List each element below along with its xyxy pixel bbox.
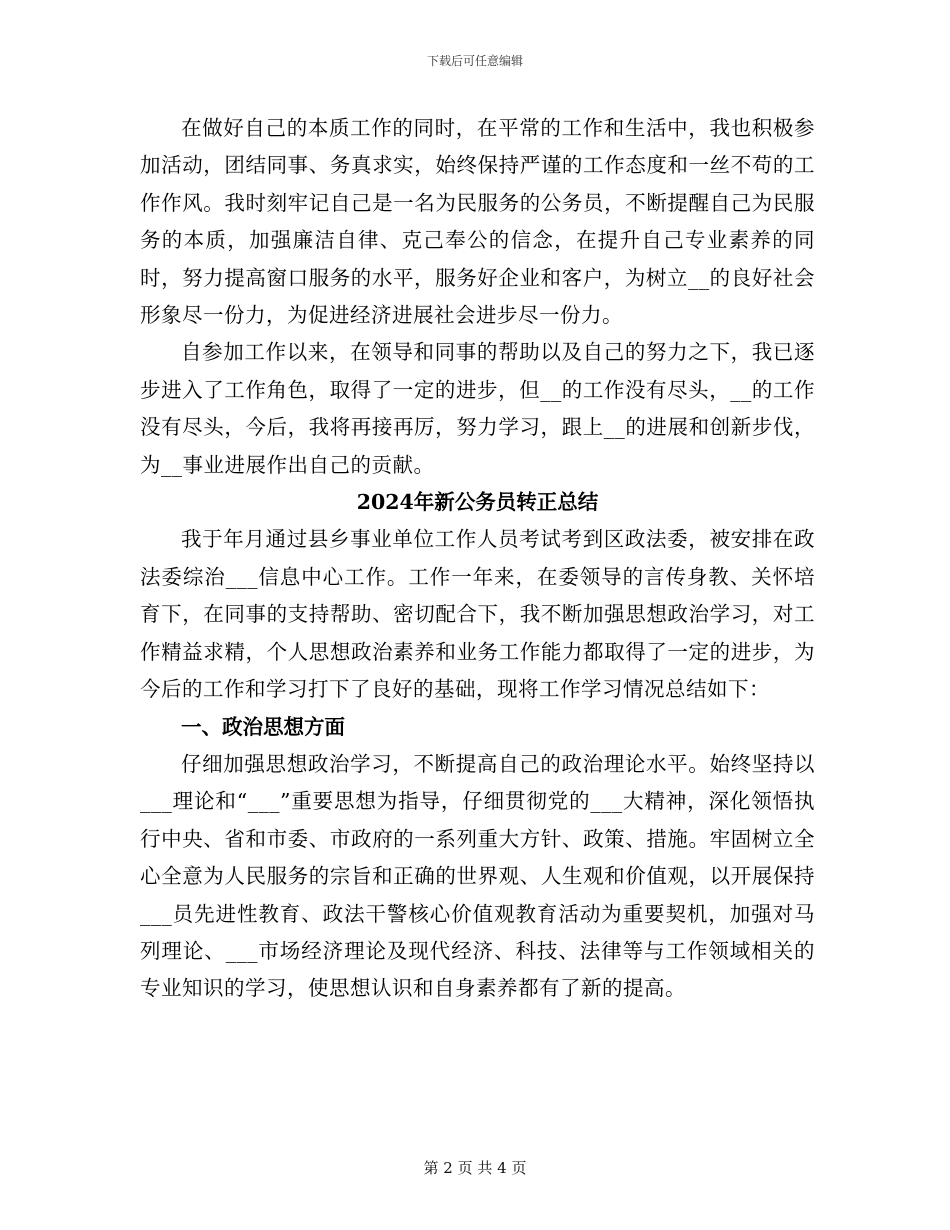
paragraph-3: 我于年月通过县乡事业单位工作人员考试考到区政法委，被安排在政法委综治___信息中心工作。工作一年来，在委领导的言传身教、关怀培育下，在同事的支持帮助、密切配合下，我不断加强思想政治学习，对工作精益求精，个人思想政治素养和业务工作能力都取得了一定的进步，为今后的工作和学习打下了良好的基础，现将工作学习情况总结如下： [140,527,815,702]
page-number: 第 2 页 共 4 页 [423,1159,527,1177]
document-title: 2024年新公务员转正总结 [356,490,599,515]
document-body [140,110,815,1008]
paragraph-1: 在做好自己的本质工作的同时，在平常的工作和生活中，我也积极参加活动，团结同事、务真求实，始终保持严谨的工作态度和一丝不苟的工作作风。我时刻牢记自己是一名为民服务的公务员，不断提醒自己为民服务的本质，加强廉洁自律、克己奉公的信念，在提升自己专业素养的同时，努力提高窗口服务的水平，服务好企业和客户，为树立__的良好社会形象尽一份力，为促进经济进展社会进步尽一份力。 [140,116,815,328]
paragraph-4: 仔细加强思想政治学习，不断提高自己的政治理论水平。始终坚持以___理论和“___”重要思想为指导，仔细贯彻党的___大精神，深化领悟执行中央、省和市委、市政府的一系列重大方针、政策、措施。牢固树立全心全意为人民服务的宗旨和正确的世界观、人生观和价值观，以开展保持___员先进性教育、政法干警核心价值观教育活动为重要契机，加强对马列理论、___市场经济理论及现代经济、科技、法律等与工作领域相关的专业知识的学习，使思想认识和自身素养都有了新的提高。 [140,751,815,1001]
page-header-note: 下载后可任意编辑 [426,54,523,68]
section-heading-1: 一、政治思想方面 [181,714,345,739]
paragraph-2: 自参加工作以来，在领导和同事的帮助以及自己的努力之下，我已逐步进入了工作角色，取得了一定的进步，但__的工作没有尽头，__的工作没有尽头，今后，我将再接再厉，努力学习，跟上__的进展和创新步伐，为__事业进展作出自己的贡献。 [140,340,815,477]
